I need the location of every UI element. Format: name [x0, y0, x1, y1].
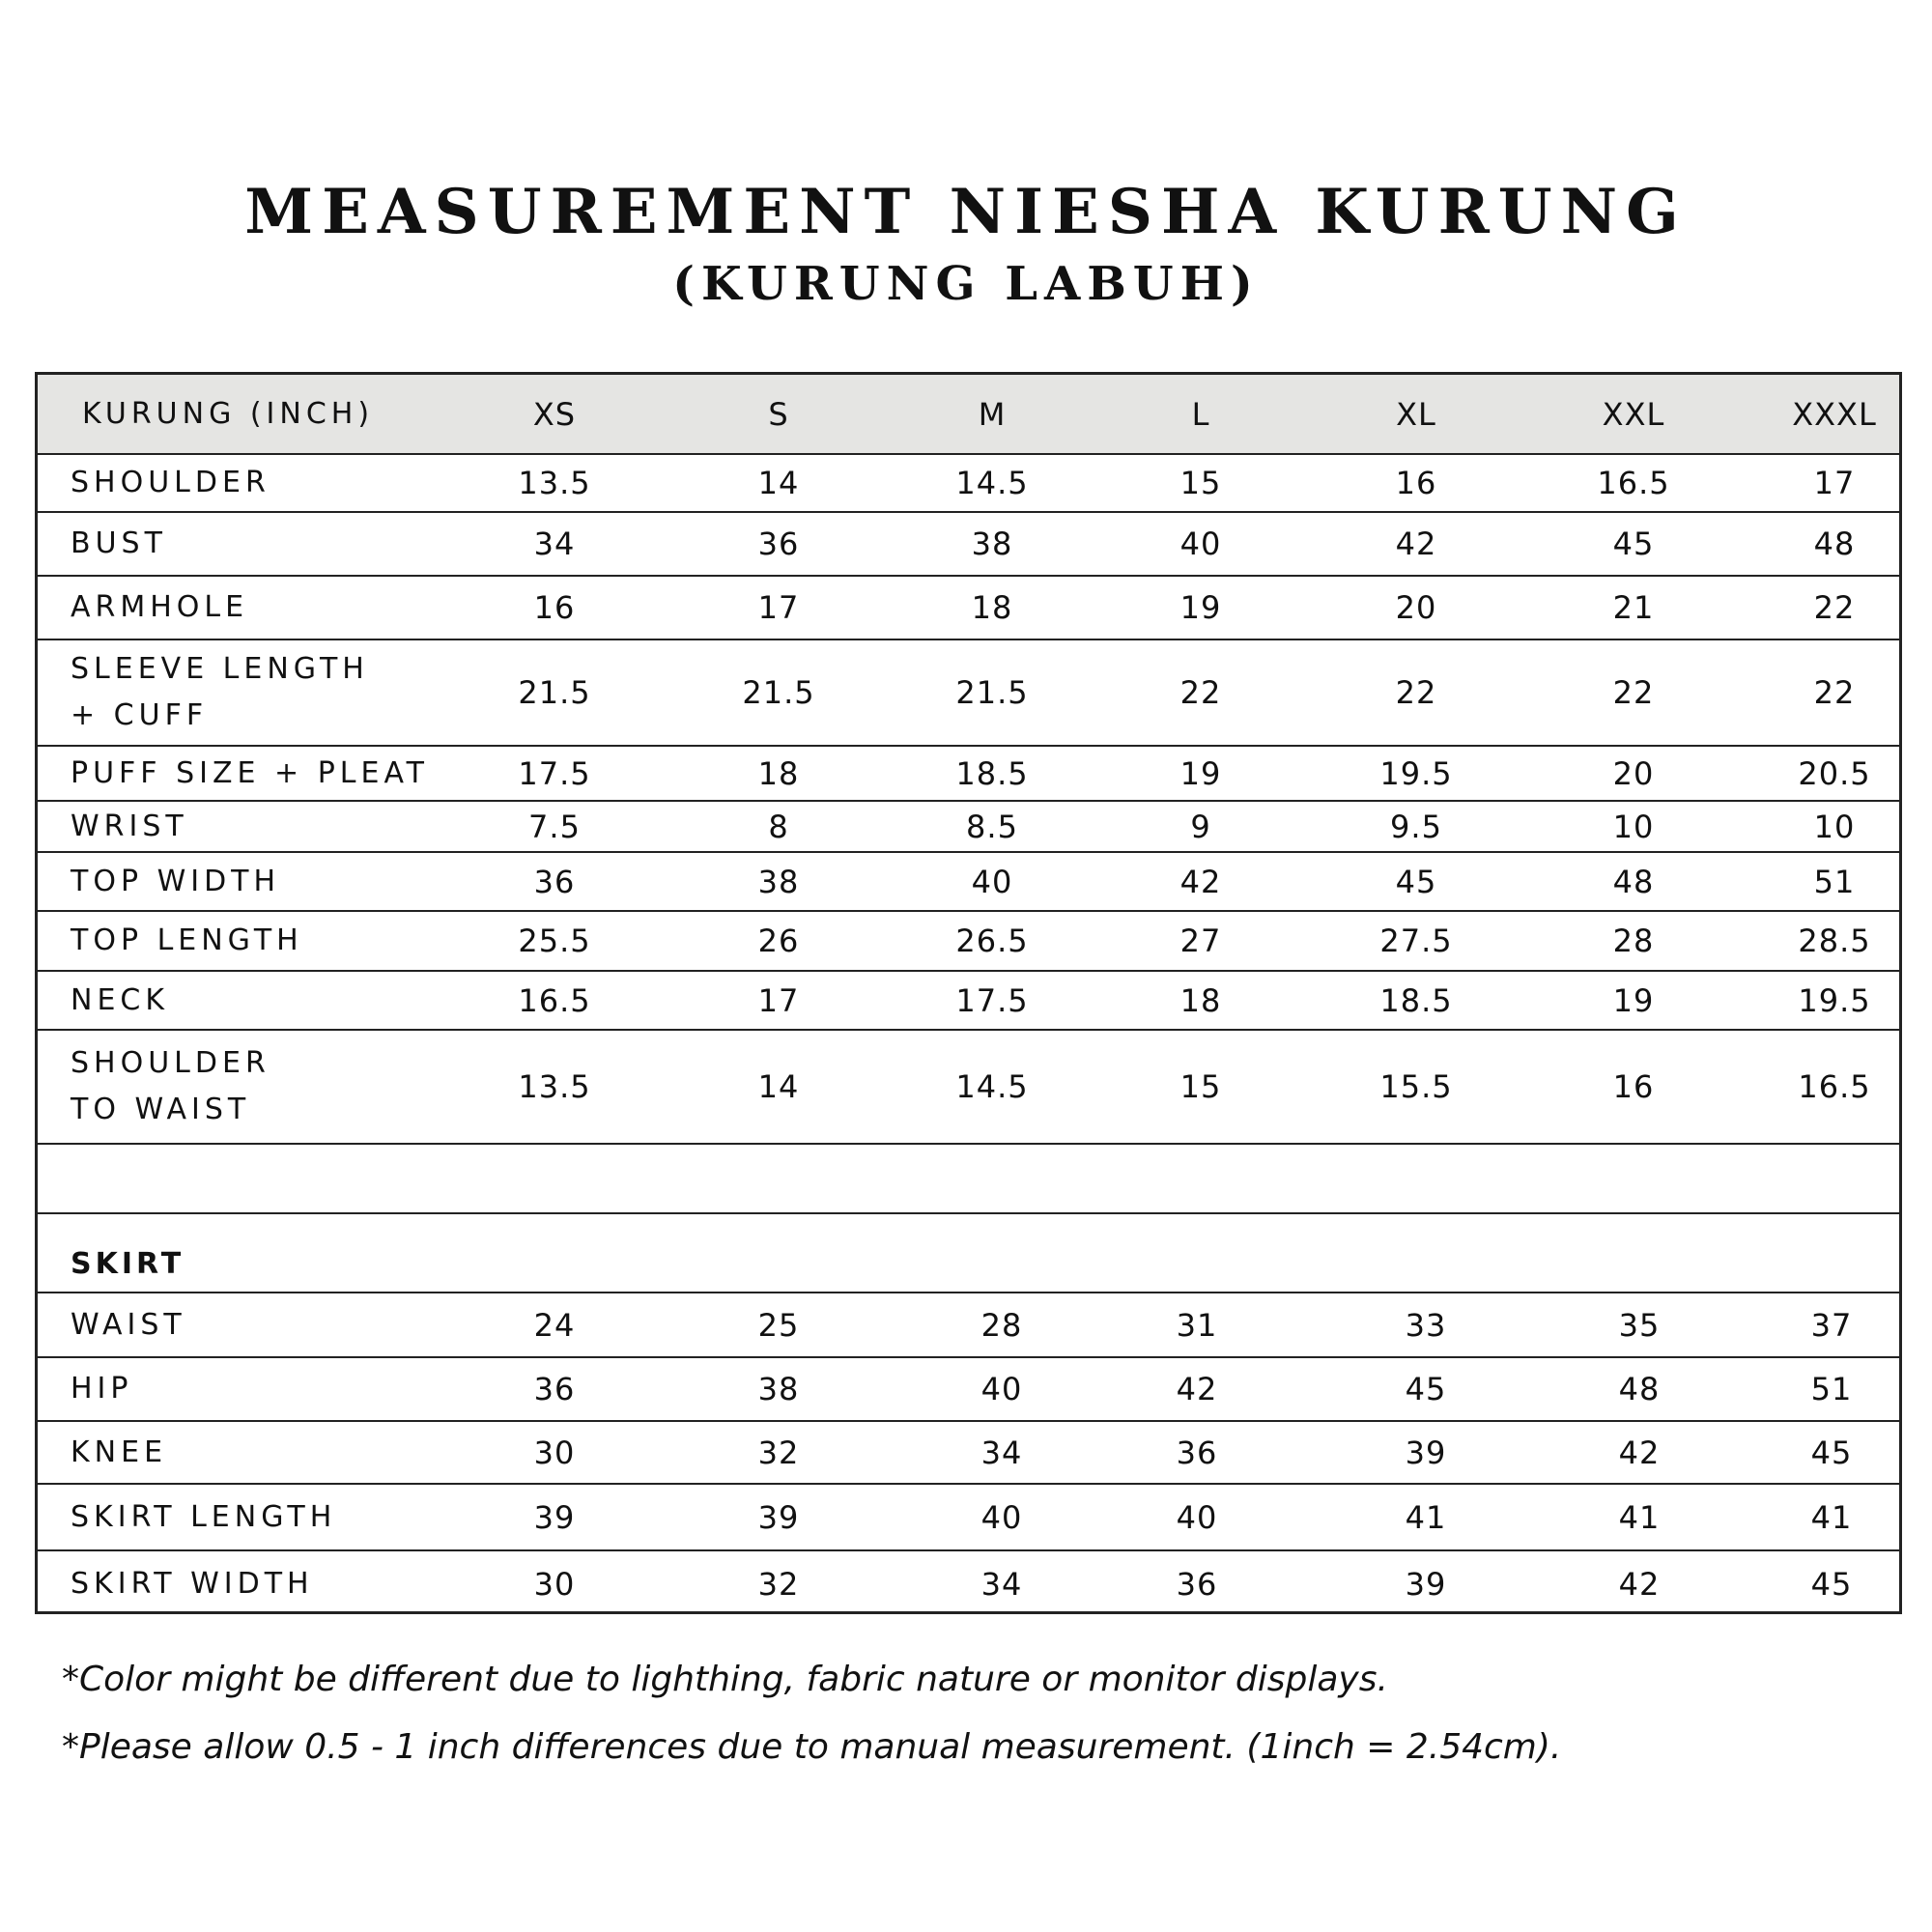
row-label: ARMHOLE: [71, 590, 249, 624]
row-value: 18.5: [955, 754, 1029, 792]
row-value: 15: [1179, 1068, 1222, 1105]
table-row: [38, 640, 1899, 747]
row-value: 36: [1176, 1434, 1218, 1471]
row-value: 8.5: [966, 808, 1018, 845]
row-label: NECK: [71, 982, 170, 1017]
table-header-row: [38, 375, 1899, 455]
row-value: 16: [1395, 465, 1437, 501]
row-value: 17: [1813, 465, 1856, 501]
row-value: 38: [757, 863, 800, 900]
row-value: 45: [1405, 1371, 1447, 1407]
row-value: 9: [1190, 808, 1211, 845]
row-value: 14: [757, 465, 800, 501]
row-value: 10: [1612, 808, 1655, 845]
row-label: SKIRT WIDTH: [71, 1567, 314, 1601]
note-measurement: *Please allow 0.5 - 1 inch differences due to manual measurement. (1inch = 2.54cm).: [62, 1727, 1562, 1767]
row-value: 21: [1612, 589, 1655, 626]
row-value: 42: [1179, 863, 1222, 900]
row-value: 39: [1405, 1434, 1447, 1471]
row-value: 7.5: [528, 808, 581, 845]
row-value: 17: [757, 589, 800, 626]
row-value: 36: [533, 1371, 576, 1407]
row-value: 25.5: [518, 923, 591, 959]
row-value: 42: [1618, 1434, 1661, 1471]
row-value: 22: [1395, 674, 1437, 711]
row-value: 18: [757, 754, 800, 792]
row-value: 48: [1618, 1371, 1661, 1407]
row-value: 40: [1179, 526, 1222, 562]
row-label: WRIST: [71, 809, 188, 843]
row-value: 39: [757, 1498, 800, 1536]
row-value: 45: [1810, 1566, 1853, 1603]
row-value: 21.5: [742, 674, 815, 711]
header-size-l: L: [1191, 395, 1210, 433]
row-value: 10: [1813, 808, 1856, 845]
row-value: 8: [768, 808, 789, 845]
row-label: SHOULDER TO WAIST: [71, 1046, 270, 1126]
row-value: 15.5: [1379, 1068, 1453, 1105]
row-value: 40: [980, 1498, 1023, 1536]
table-row: [38, 747, 1899, 802]
header-size-m: M: [978, 395, 1007, 433]
row-value: 36: [1176, 1566, 1218, 1603]
row-value: 39: [1405, 1566, 1447, 1603]
row-value: 28: [1612, 923, 1655, 959]
row-value: 28.5: [1798, 923, 1871, 959]
row-value: 22: [1813, 674, 1856, 711]
table-row: [38, 802, 1899, 853]
row-label: SKIRT LENGTH: [71, 1499, 337, 1534]
row-label: PUFF SIZE + PLEAT: [71, 755, 429, 790]
row-value: 21.5: [955, 674, 1029, 711]
table-row: [38, 1293, 1899, 1358]
row-value: 40: [971, 863, 1013, 900]
spacer-row: [38, 1145, 1899, 1214]
row-value: 22: [1813, 589, 1856, 626]
row-value: 34: [980, 1434, 1023, 1471]
row-value: 16.5: [1798, 1068, 1871, 1105]
row-value: 42: [1618, 1566, 1661, 1603]
row-value: 22: [1179, 674, 1222, 711]
row-value: 41: [1810, 1498, 1853, 1536]
skirt-heading-row: [38, 1214, 1899, 1293]
table-row: [38, 513, 1899, 577]
row-value: 26: [757, 923, 800, 959]
row-value: 18: [1179, 981, 1222, 1019]
row-value: 28: [980, 1306, 1023, 1344]
row-value: 40: [1176, 1498, 1218, 1536]
row-value: 17: [757, 981, 800, 1019]
row-value: 21.5: [518, 674, 591, 711]
row-value: 48: [1612, 863, 1655, 900]
row-value: 30: [533, 1434, 576, 1471]
row-value: 25: [757, 1306, 800, 1344]
row-value: 20: [1395, 589, 1437, 626]
row-value: 15: [1179, 465, 1222, 501]
header-size-xl: XL: [1396, 395, 1436, 433]
table-row: [38, 1422, 1899, 1485]
row-value: 19: [1612, 981, 1655, 1019]
row-value: 48: [1813, 526, 1856, 562]
row-value: 18.5: [1379, 981, 1453, 1019]
row-label: BUST: [71, 526, 167, 560]
row-value: 14.5: [955, 465, 1029, 501]
row-value: 35: [1618, 1306, 1661, 1344]
row-value: 19.5: [1798, 981, 1871, 1019]
row-value: 31: [1176, 1306, 1218, 1344]
row-value: 40: [980, 1371, 1023, 1407]
row-value: 38: [971, 526, 1013, 562]
table-row: [38, 1031, 1899, 1145]
row-value: 36: [757, 526, 800, 562]
row-value: 19: [1179, 589, 1222, 626]
row-value: 22: [1612, 674, 1655, 711]
row-value: 16: [533, 589, 576, 626]
measurement-table: [35, 372, 1902, 1614]
row-value: 20.5: [1798, 754, 1871, 792]
row-value: 32: [757, 1566, 800, 1603]
row-value: 16.5: [1597, 465, 1670, 501]
table-row: [38, 912, 1899, 972]
row-value: 45: [1810, 1434, 1853, 1471]
note-color: *Color might be different due to lighthing, fabric nature or monitor displays.: [62, 1660, 1388, 1699]
row-value: 42: [1395, 526, 1437, 562]
header-label: KURUNG (INCH): [82, 396, 375, 431]
table-row: [38, 577, 1899, 640]
row-value: 19: [1179, 754, 1222, 792]
table-row: [38, 853, 1899, 912]
row-value: 24: [533, 1306, 576, 1344]
row-value: 41: [1618, 1498, 1661, 1536]
row-label: SHOULDER: [71, 466, 270, 499]
row-value: 45: [1395, 863, 1437, 900]
header-size-s: S: [768, 395, 789, 433]
row-value: 51: [1810, 1371, 1853, 1407]
row-value: 20: [1612, 754, 1655, 792]
row-value: 17.5: [955, 981, 1029, 1019]
row-label: SLEEVE LENGTH + CUFF: [71, 652, 369, 732]
row-value: 27.5: [1379, 923, 1453, 959]
row-value: 17.5: [518, 754, 591, 792]
page-subtitle: (KURUNG LABUH): [672, 257, 1260, 311]
table-row: [38, 1485, 1899, 1551]
row-value: 39: [533, 1498, 576, 1536]
row-value: 9.5: [1390, 808, 1442, 845]
row-label: TOP WIDTH: [71, 864, 281, 898]
row-value: 13.5: [518, 1068, 591, 1105]
row-value: 36: [533, 863, 576, 900]
row-value: 16.5: [518, 981, 591, 1019]
header-size-xs: XS: [532, 395, 577, 433]
row-value: 34: [533, 526, 576, 562]
header-size-xxl: XXL: [1602, 395, 1665, 433]
row-label: WAIST: [71, 1307, 186, 1342]
row-value: 45: [1612, 526, 1655, 562]
row-label: KNEE: [71, 1435, 168, 1469]
row-value: 13.5: [518, 465, 591, 501]
row-value: 38: [757, 1371, 800, 1407]
row-value: 32: [757, 1434, 800, 1471]
table-row: [38, 1358, 1899, 1422]
row-value: 14: [757, 1068, 800, 1105]
row-value: 19.5: [1379, 754, 1453, 792]
row-value: 16: [1612, 1068, 1655, 1105]
row-value: 34: [980, 1566, 1023, 1603]
table-row: [38, 455, 1899, 513]
header-size-xxxl: XXXL: [1792, 395, 1877, 433]
row-value: 33: [1405, 1306, 1447, 1344]
row-value: 41: [1405, 1498, 1447, 1536]
row-value: 27: [1179, 923, 1222, 959]
row-value: 14.5: [955, 1068, 1029, 1105]
row-value: 18: [971, 589, 1013, 626]
row-value: 30: [533, 1566, 576, 1603]
row-label: HIP: [71, 1372, 133, 1406]
row-value: 26.5: [955, 923, 1029, 959]
skirt-heading: SKIRT: [71, 1247, 185, 1281]
row-value: 51: [1813, 863, 1856, 900]
row-value: 37: [1810, 1306, 1853, 1344]
table-row: [38, 972, 1899, 1031]
table-row: [38, 1551, 1899, 1617]
page-title: MEASUREMENT NIESHA KURUNG: [244, 176, 1688, 248]
row-value: 42: [1176, 1371, 1218, 1407]
row-label: TOP LENGTH: [71, 923, 303, 957]
